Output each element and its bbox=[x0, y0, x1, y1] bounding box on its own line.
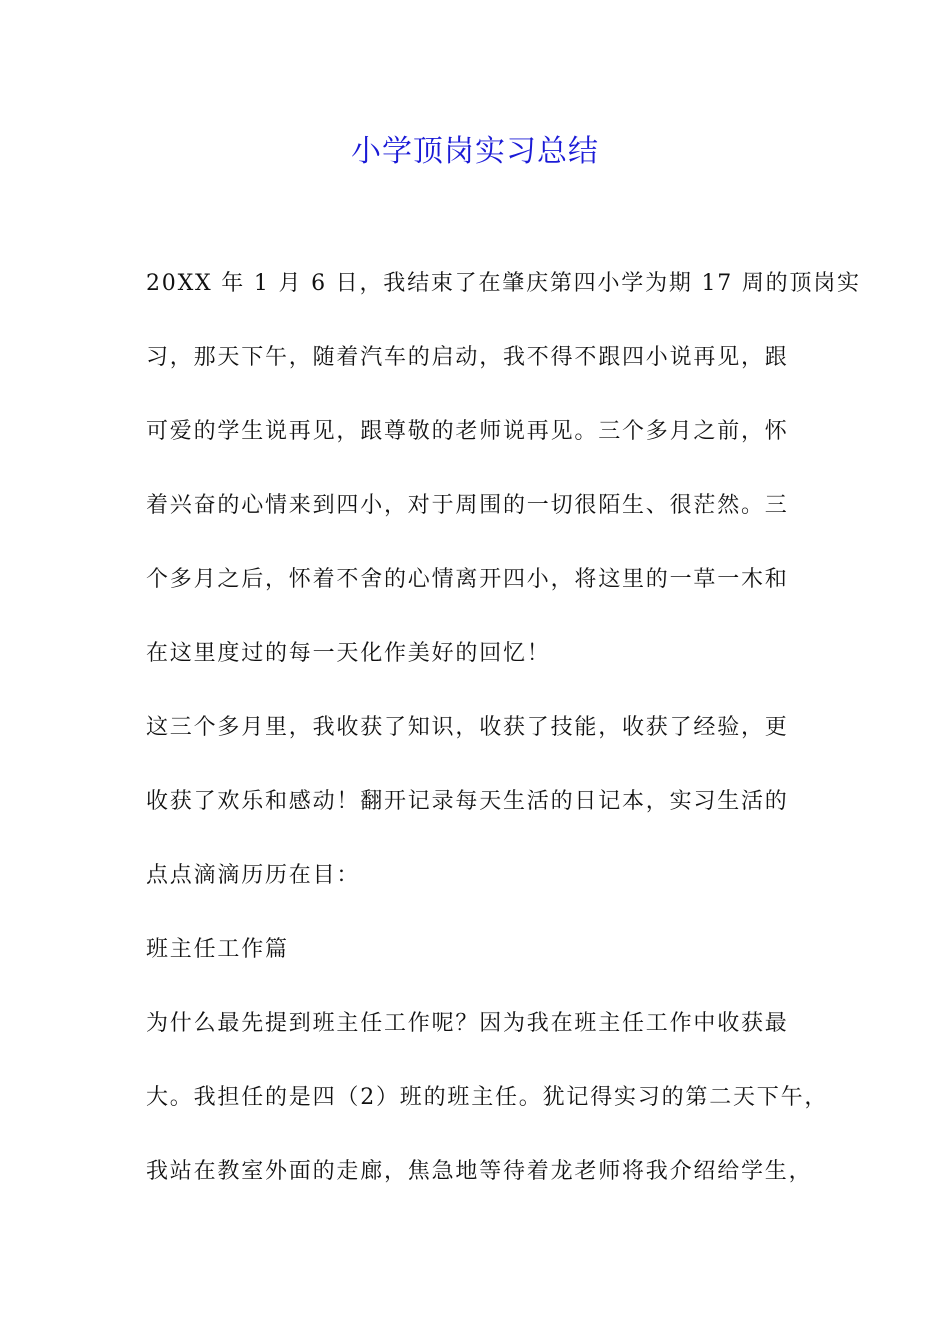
text-line: 着兴奋的心情来到四小，对于周围的一切很陌生、很茫然。三 bbox=[146, 493, 789, 518]
document-body bbox=[146, 262, 861, 1224]
document-title: 小学顶岗实习总结 bbox=[351, 134, 599, 169]
text-line: 收获了欢乐和感动！翻开记录每天生活的日记本，实习生活的 bbox=[146, 789, 789, 814]
text-line: 我站在教室外面的走廊，焦急地等待着龙老师将我介绍给学生， bbox=[146, 1159, 813, 1184]
text-line: 习，那天下午，随着汽车的启动，我不得不跟四小说再见，跟 bbox=[146, 345, 789, 370]
text-line: 为什么最先提到班主任工作呢？因为我在班主任工作中收获最 bbox=[146, 1011, 789, 1036]
text-line: 点点滴滴历历在目： bbox=[146, 863, 361, 888]
text-line: 这三个多月里，我收获了知识，收获了技能，收获了经验，更 bbox=[146, 715, 789, 740]
text-line: 可爱的学生说再见，跟尊敬的老师说再见。三个多月之前，怀 bbox=[146, 419, 789, 444]
text-line: 20XX 年 1 月 6 日，我结束了在肇庆第四小学为期 17 周的顶岗实 bbox=[146, 271, 861, 296]
text-line: 个多月之后，怀着不舍的心情离开四小，将这里的一草一木和 bbox=[146, 567, 789, 592]
text-line: 在这里度过的每一天化作美好的回忆！ bbox=[146, 641, 551, 666]
section-heading: 班主任工作篇 bbox=[146, 937, 289, 962]
text-line: 大。我担任的是四（2）班的班主任。犹记得实习的第二天下午， bbox=[146, 1085, 829, 1110]
